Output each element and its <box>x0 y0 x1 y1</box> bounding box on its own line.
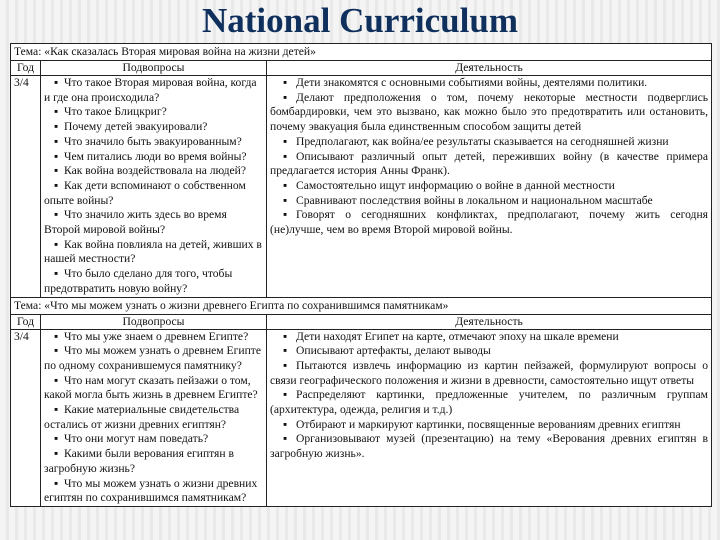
question-item: ▪ Что мы уже знаем о древнем Египте? <box>44 330 263 345</box>
theme-row <box>11 44 712 61</box>
header-row <box>11 61 712 76</box>
question-item: ▪ Как война повлияла на детей, живших в нашей местности? <box>44 238 263 267</box>
activity-item: ▪ Делают предположения о том, почему некоторые местности подверглись бомбардировки, чем это вызвано, как можно было это предотвратить или остановить, почему эвакуация была единственным способом защиты детей <box>270 91 708 135</box>
activity-item: ▪ Описывают артефакты, делают выводы <box>270 344 708 359</box>
year-cell: 3/4 <box>11 76 41 298</box>
activity-item: ▪ Отбирают и маркируют картинки, посвященные верованиям древних египтян <box>270 418 708 433</box>
column-header: Деятельность <box>267 314 712 329</box>
activity-item: ▪ Сравнивают последствия войны в локальном и национальном масштабе <box>270 194 708 209</box>
question-item: ▪ Как дети вспоминают о собственном опыте войны? <box>44 179 263 208</box>
question-item: ▪ Чем питались люди во время войны? <box>44 150 263 165</box>
activity-item: ▪ Дети знакомятся с основными событиями войны, деятелями политики. <box>270 76 708 91</box>
curriculum-table <box>10 43 712 507</box>
question-item: ▪ Что было сделано для того, чтобы предотвратить новую войну? <box>44 267 263 296</box>
question-item: ▪ Что значило быть эвакуированным? <box>44 135 263 150</box>
theme-title: Тема: «Что мы можем узнать о жизни древнего Египта по сохранившимся памятникам» <box>11 297 712 314</box>
table-row <box>11 76 712 298</box>
activities-cell <box>267 76 712 298</box>
question-item: ▪ Что такое Вторая мировая война, когда и где она происходила? <box>44 76 263 105</box>
activity-item: ▪ Говорят о сегодняшних конфликтах, предполагают, почему жить сегодня (не)лучше, чем во время Второй мировой войны. <box>270 208 708 237</box>
slide-title: National Curriculum <box>202 1 518 40</box>
question-item: ▪ Что такое Блицкриг? <box>44 105 263 120</box>
question-item: ▪ Что значило жить здесь во время Второй мировой войны? <box>44 208 263 237</box>
activity-item: ▪ Описывают различный опыт детей, переживших войну (в качестве примера предлагается история Анны Франк). <box>270 150 708 179</box>
activity-item: ▪ Распределяют картинки, предложенные учителем, по различным группам (архитектура, одежда, религия и т.д.) <box>270 388 708 417</box>
table-row <box>11 329 712 506</box>
column-header: Подвопросы <box>41 61 267 76</box>
year-cell: 3/4 <box>11 329 41 506</box>
activity-item: ▪ Предполагают, как война/ее результаты сказывается на сегодняшней жизни <box>270 135 708 150</box>
question-item: ▪ Какие материальные свидетельства остались от жизни древних египтян? <box>44 403 263 432</box>
activities-cell <box>267 329 712 506</box>
questions-cell <box>41 329 267 506</box>
column-header: Деятельность <box>267 61 712 76</box>
question-item: ▪ Почему детей эвакуировали? <box>44 120 263 135</box>
theme-row <box>11 297 712 314</box>
theme-title: Тема: «Как сказалась Вторая мировая война на жизни детей» <box>11 44 712 61</box>
column-header: Год <box>11 314 41 329</box>
question-item: ▪ Что нам могут сказать пейзажи о том, какой могла быть жизнь в древнем Египте? <box>44 374 263 403</box>
question-item: ▪ Что мы можем узнать о древнем Египте по одному сохранившемуся памятнику? <box>44 344 263 373</box>
column-header: Подвопросы <box>41 314 267 329</box>
question-item: ▪ Что они могут нам поведать? <box>44 432 263 447</box>
question-item: ▪ Как война воздействовала на людей? <box>44 164 263 179</box>
activity-item: ▪ Пытаются извлечь информацию из картин пейзажей, формулируют вопросы о связи географического положения и жизни в древности, самостоятельно ищут ответы <box>270 359 708 388</box>
activity-item: ▪ Самостоятельно ищут информацию о войне в данной местности <box>270 179 708 194</box>
question-item: ▪ Какими были верования египтян в загробную жизнь? <box>44 447 263 476</box>
questions-cell <box>41 76 267 298</box>
column-header: Год <box>11 61 41 76</box>
activity-item: ▪ Дети находят Египет на карте, отмечают эпоху на шкале времени <box>270 330 708 345</box>
question-item: ▪ Что мы можем узнать о жизни древних египтян по сохранившимся памятникам? <box>44 477 263 506</box>
activity-item: ▪ Организовывают музей (презентацию) на тему «Верования древних египтян в загробную жизнь». <box>270 432 708 461</box>
header-row <box>11 314 712 329</box>
